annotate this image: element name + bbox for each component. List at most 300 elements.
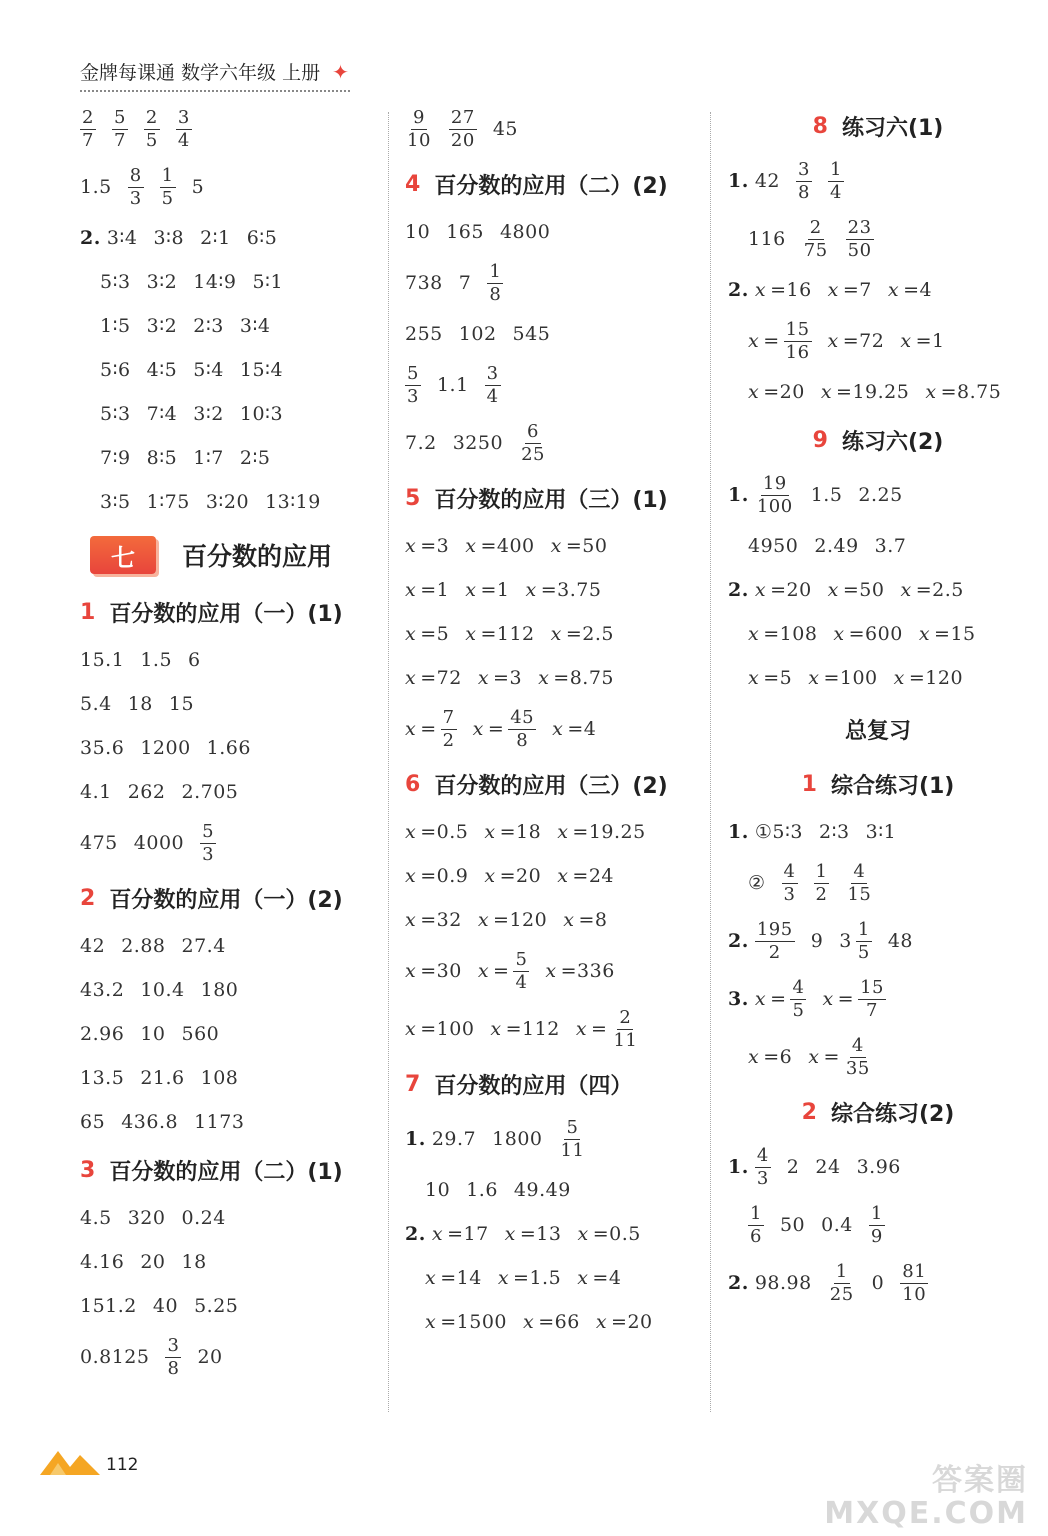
variable-x: x: [918, 623, 931, 645]
answer-value: 5.25: [194, 1295, 239, 1317]
section-heading: [718, 414, 1038, 466]
section-number: 7: [405, 1071, 421, 1097]
answer-row: [395, 210, 705, 254]
variable-x: x: [550, 623, 562, 645]
answer-value: 2.88: [121, 935, 166, 957]
numerator: 45: [510, 706, 535, 728]
answer-value: 65: [80, 1111, 106, 1133]
answer-row: [718, 370, 1038, 414]
variable-x: x: [808, 667, 820, 689]
column-divider: [388, 112, 389, 1412]
denominator: 75: [803, 239, 828, 261]
variable-x: x: [808, 1046, 820, 1068]
variable-x: x: [754, 988, 767, 1010]
numerator: 27: [450, 106, 475, 128]
answer-value: 7: [458, 272, 472, 294]
denominator: 20: [450, 129, 475, 151]
variable-x: x: [595, 1311, 608, 1333]
answer-value: 20: [140, 1251, 166, 1273]
answer-row: [70, 100, 380, 158]
answer-row: [395, 524, 705, 568]
equation-value: =100: [823, 667, 878, 689]
variable-x: x: [575, 1018, 588, 1040]
answer-value: 48: [887, 930, 914, 952]
numerator: 1: [750, 1202, 762, 1224]
denominator: 10: [407, 129, 431, 151]
variable-x: x: [893, 667, 905, 689]
variable-x: x: [484, 865, 496, 887]
fraction: [441, 706, 457, 751]
equation-value: =50: [842, 579, 885, 601]
equation-value: =112: [505, 1018, 560, 1040]
denominator: 5: [857, 941, 870, 963]
question-number: 2.: [728, 279, 749, 301]
equation-value: =1500: [440, 1311, 507, 1333]
ratio-value: 3∶5: [100, 491, 131, 513]
equation: [405, 579, 449, 601]
variable-x: x: [465, 579, 477, 601]
answer-value: 18: [127, 693, 153, 715]
equation: [505, 1223, 562, 1245]
section-heading: [395, 158, 705, 210]
ratio-value: 13∶19: [265, 491, 321, 513]
equation: [405, 821, 468, 843]
equation: [557, 865, 614, 887]
section-title: 百分数的应用（一）(1): [109, 601, 343, 627]
equation-value: =120: [493, 909, 548, 931]
answer-value: 108: [200, 1067, 239, 1089]
answer-value: 98.98: [754, 1272, 812, 1294]
numerator: 1: [829, 158, 842, 180]
numerator: 1: [815, 860, 828, 882]
variable-x: x: [557, 821, 569, 843]
variable-x: x: [925, 381, 937, 403]
numerator: 1: [489, 260, 502, 282]
numerator: 4: [851, 1034, 864, 1056]
watermark-url: MXQE.COM: [824, 1496, 1028, 1531]
equals-sign: =: [837, 988, 855, 1010]
answer-row: [395, 312, 705, 356]
equation: [545, 960, 614, 982]
equation-value: =2.5: [915, 579, 964, 601]
equation-value: =112: [480, 623, 535, 645]
denominator: 100: [756, 495, 793, 517]
answer-value: 2: [786, 1156, 800, 1178]
answer-row: [70, 1100, 380, 1144]
question-number: 2.: [728, 579, 749, 601]
equation: [405, 706, 457, 751]
denominator: 3: [129, 187, 142, 209]
answer-row: [395, 1212, 705, 1256]
equation-value: =0.5: [420, 821, 469, 843]
numerator: 5: [113, 106, 126, 128]
answer-value: 42: [754, 170, 781, 192]
header-divider: [80, 90, 350, 92]
variable-x: x: [552, 718, 564, 740]
section-title: 百分数的应用（三）(2): [434, 773, 668, 799]
answer-row: [395, 612, 705, 656]
numerator: 2: [809, 216, 822, 238]
equation-value: =8: [578, 909, 608, 931]
equation-value: =1: [480, 579, 510, 601]
fraction: [796, 158, 812, 203]
answer-value: 43.2: [80, 979, 125, 1001]
equation-value: =32: [420, 909, 462, 931]
fraction: [748, 1202, 764, 1247]
equation: [577, 1267, 621, 1289]
numerator: 23: [847, 216, 872, 238]
answer-row: [70, 260, 380, 304]
variable-x: x: [822, 988, 834, 1010]
chapter-title: 百分数的应用: [182, 542, 333, 571]
equation-value: =3: [493, 667, 523, 689]
answer-value: 1.5: [80, 176, 112, 198]
variable-x: x: [563, 909, 575, 931]
variable-x: x: [405, 579, 417, 601]
answer-value: 262: [127, 781, 166, 803]
answer-value: 10: [405, 221, 431, 243]
answer-value: 49.49: [513, 1179, 571, 1201]
fraction: [814, 860, 830, 905]
numerator: 15: [860, 976, 884, 998]
equation: [552, 718, 596, 740]
variable-x: x: [577, 1267, 589, 1289]
answer-row: [70, 480, 380, 524]
variable-x: x: [748, 330, 760, 352]
equation: [484, 865, 541, 887]
answer-value: 4800: [499, 221, 551, 243]
answer-value: 2.49: [814, 535, 859, 557]
fraction: [513, 948, 529, 993]
answer-value: 2.705: [181, 781, 239, 803]
ratio-value: 14∶9: [193, 271, 237, 293]
equation: [808, 1034, 872, 1079]
fraction: [611, 1006, 639, 1051]
answer-row: [70, 348, 380, 392]
fraction: [784, 318, 812, 363]
answer-value: 40: [152, 1295, 179, 1317]
fraction: [782, 860, 798, 905]
equals-sign: =: [487, 718, 505, 740]
variable-x: x: [465, 535, 477, 557]
denominator: 6: [750, 1225, 762, 1247]
fraction: [128, 164, 144, 209]
variable-x: x: [523, 1311, 535, 1333]
denominator: 15: [847, 883, 872, 905]
watermark: [824, 1464, 1028, 1530]
answer-value: 21.6: [140, 1067, 185, 1089]
star-icon: ✦: [332, 59, 349, 84]
numerator: 4: [853, 860, 866, 882]
fraction: [755, 472, 795, 517]
question-number: 1.: [728, 1156, 749, 1178]
variable-x: x: [405, 718, 417, 740]
equation: [748, 623, 817, 645]
section-title: 百分数的应用（二）(1): [109, 1159, 343, 1185]
equals-sign: =: [493, 960, 510, 982]
answer-value: 320: [127, 1207, 166, 1229]
answer-row: [70, 1240, 380, 1284]
equation-value: =16: [770, 279, 812, 301]
answer-value: 29.7: [431, 1128, 477, 1150]
answer-row: [395, 700, 705, 758]
section-heading: [70, 872, 380, 924]
denominator: 8: [798, 181, 810, 203]
equation: [425, 1311, 507, 1333]
denominator: 7: [82, 129, 94, 151]
answer-value: 9: [810, 930, 824, 952]
answer-row: [718, 612, 1038, 656]
ratio-value: 5∶4: [193, 359, 224, 381]
equation: [821, 381, 910, 403]
ratio-value: 5∶3: [100, 403, 131, 425]
answer-value: 15.1: [80, 649, 125, 671]
equation: [901, 579, 964, 601]
section-number: 1: [801, 771, 817, 797]
answer-row: [718, 210, 1038, 268]
answer-row: [70, 304, 380, 348]
variable-x: x: [820, 381, 833, 403]
fraction: [508, 706, 536, 751]
equation-value: =20: [770, 579, 812, 601]
equals-sign: =: [763, 330, 780, 352]
variable-x: x: [405, 623, 417, 645]
equation: [748, 318, 812, 363]
ratio-value: 1∶7: [193, 447, 224, 469]
equation: [919, 623, 976, 645]
section-heading: [718, 758, 1038, 810]
numerator: 15: [785, 318, 810, 340]
equation: [888, 279, 932, 301]
denominator: 25: [829, 1283, 854, 1305]
ratio-value: 1∶5: [100, 315, 131, 337]
answer-value: 15: [168, 693, 195, 715]
equation-value: =400: [480, 535, 535, 557]
answer-value: 1.5: [810, 484, 843, 506]
equals-sign: =: [420, 718, 437, 740]
answer-value: 0.8125: [80, 1346, 150, 1368]
equation: [405, 623, 449, 645]
column-3: [718, 100, 1038, 1312]
equation: [900, 330, 944, 352]
denominator: 16: [785, 341, 810, 363]
ratio-value: 3∶8: [153, 227, 185, 249]
answer-row: [70, 770, 380, 814]
answer-row: [70, 968, 380, 1012]
equation-value: =7: [842, 279, 872, 301]
variable-x: x: [577, 1223, 589, 1245]
numerator: 9: [412, 106, 425, 128]
numerator: 6: [527, 420, 539, 442]
equation-value: =336: [560, 960, 615, 982]
equation-value: =17: [447, 1223, 489, 1245]
equation: [405, 865, 468, 887]
section-heading: [395, 758, 705, 810]
question-number: 1.: [405, 1128, 426, 1150]
fraction: [845, 860, 873, 905]
equation-value: =100: [420, 1018, 475, 1040]
numerator: 19: [762, 472, 787, 494]
answer-value: 5: [191, 176, 205, 198]
numerator: 5: [407, 362, 419, 384]
equation-value: =20: [499, 865, 542, 887]
variable-x: x: [827, 579, 839, 601]
ratio-value: 3∶2: [146, 315, 178, 337]
ratio-value: 2∶1: [200, 227, 231, 249]
numerator: 2: [145, 106, 158, 128]
equation-value: =15: [934, 623, 976, 645]
denominator: 5: [145, 129, 158, 151]
answer-value: 545: [512, 323, 551, 345]
variable-x: x: [754, 579, 767, 601]
whole-part: 3: [839, 930, 852, 952]
answer-row: [395, 898, 705, 942]
numerator: 1: [835, 1260, 848, 1282]
answer-value: 24: [815, 1156, 841, 1178]
equation: [490, 1018, 559, 1040]
equation: [432, 1223, 489, 1245]
equation: [405, 667, 462, 689]
answer-row: [395, 1300, 705, 1344]
ratio-value: 7∶4: [146, 403, 178, 425]
answer-row: [70, 1056, 380, 1100]
ratio-value: 1∶75: [146, 491, 190, 513]
equation: [525, 579, 601, 601]
answer-row: [395, 414, 705, 472]
variable-x: x: [425, 1267, 437, 1289]
answer-value: 10.4: [140, 979, 185, 1001]
equation-value: =0.5: [592, 1223, 641, 1245]
answer-row: [718, 656, 1038, 700]
answer-row: [395, 1256, 705, 1300]
answer-row: [395, 100, 705, 158]
variable-x: x: [431, 1223, 444, 1245]
equation-value: =14: [440, 1267, 482, 1289]
section-number: 2: [801, 1099, 817, 1125]
answer-row: [70, 1012, 380, 1056]
answer-value: 0: [871, 1272, 885, 1294]
variable-x: x: [425, 1311, 437, 1333]
equals-sign: =: [591, 1018, 608, 1040]
denominator: 5: [161, 187, 174, 209]
answer-value: 3.7: [874, 535, 907, 557]
answer-value: 180: [200, 979, 239, 1001]
answer-value: 45: [492, 118, 518, 140]
numerator: 5: [566, 1116, 579, 1138]
equation-value: =20: [763, 381, 805, 403]
numerator: 8: [129, 164, 142, 186]
answer-value: 42: [80, 935, 106, 957]
equation: [523, 1311, 580, 1333]
fraction: [80, 106, 96, 151]
denominator: 2: [442, 729, 455, 751]
equation: [833, 623, 902, 645]
answer-row: [718, 1196, 1038, 1254]
denominator: 2: [768, 941, 781, 963]
equation-value: =8.75: [940, 381, 1002, 403]
equation-value: =72: [420, 667, 462, 689]
equation-value: =13: [519, 1223, 562, 1245]
section-number: 2: [80, 885, 96, 911]
header-title: 金牌每课通 数学六年级 上册: [80, 62, 321, 84]
numerator: 1: [857, 918, 870, 940]
section-title: 综合练习(2): [830, 1101, 955, 1127]
ratio-value: 2∶5: [239, 447, 271, 469]
equation: [405, 909, 462, 931]
denominator: 35: [845, 1057, 870, 1079]
variable-x: x: [477, 909, 490, 931]
equation: [755, 279, 812, 301]
answer-row: [718, 152, 1038, 210]
section-title: 百分数的应用（一）(2): [109, 887, 343, 913]
answer-row: [70, 216, 380, 260]
answer-value: ①5∶3: [754, 821, 803, 843]
denominator: 3: [407, 385, 419, 407]
denominator: 4: [829, 181, 842, 203]
numerator: 195: [756, 918, 793, 940]
denominator: 8: [489, 283, 502, 305]
fraction: [844, 1034, 872, 1079]
equals-sign: =: [770, 988, 787, 1010]
answer-value: 3.96: [856, 1156, 901, 1178]
ratio-value: 3∶2: [193, 403, 224, 425]
fraction: [828, 1260, 856, 1305]
ratio-value: 2∶3: [193, 315, 224, 337]
fraction: [846, 216, 874, 261]
ratio-value: 8∶5: [146, 447, 178, 469]
denominator: 3: [783, 883, 796, 905]
fraction: [160, 164, 176, 209]
variable-x: x: [477, 667, 490, 689]
fraction: [200, 820, 216, 865]
equation: [894, 667, 963, 689]
denominator: 25: [521, 443, 545, 465]
answer-row: [70, 1196, 380, 1240]
fraction: [485, 362, 501, 407]
answer-row: [395, 656, 705, 700]
denominator: 11: [560, 1139, 585, 1161]
numerator: 1: [161, 164, 174, 186]
equation-value: =50: [565, 535, 608, 557]
page-number: 112: [106, 1455, 139, 1475]
answer-row: [718, 524, 1038, 568]
numerator: 5: [515, 948, 528, 970]
answer-value: 50: [779, 1214, 806, 1236]
variable-x: x: [827, 279, 839, 301]
variable-x: x: [550, 535, 562, 557]
ratio-value: 3∶4: [106, 227, 138, 249]
equation: [828, 279, 872, 301]
answer-value: 18: [181, 1251, 207, 1273]
numerator: 4: [783, 860, 796, 882]
denominator: 7: [113, 129, 126, 151]
equation: [538, 667, 614, 689]
answer-value: 5.4: [80, 693, 112, 715]
equation: [498, 1267, 561, 1289]
variable-x: x: [484, 821, 496, 843]
numerator: 3: [177, 106, 190, 128]
answer-row: [395, 1000, 705, 1058]
watermark-logo-text: 答案圈: [932, 1463, 1028, 1498]
fraction: [165, 1334, 181, 1379]
fraction: [405, 362, 421, 407]
denominator: 8: [516, 729, 529, 751]
equation-value: =72: [842, 330, 885, 352]
answer-value: 27.4: [181, 935, 226, 957]
denominator: 4: [177, 129, 190, 151]
equation: [477, 948, 530, 993]
equation: [828, 579, 885, 601]
